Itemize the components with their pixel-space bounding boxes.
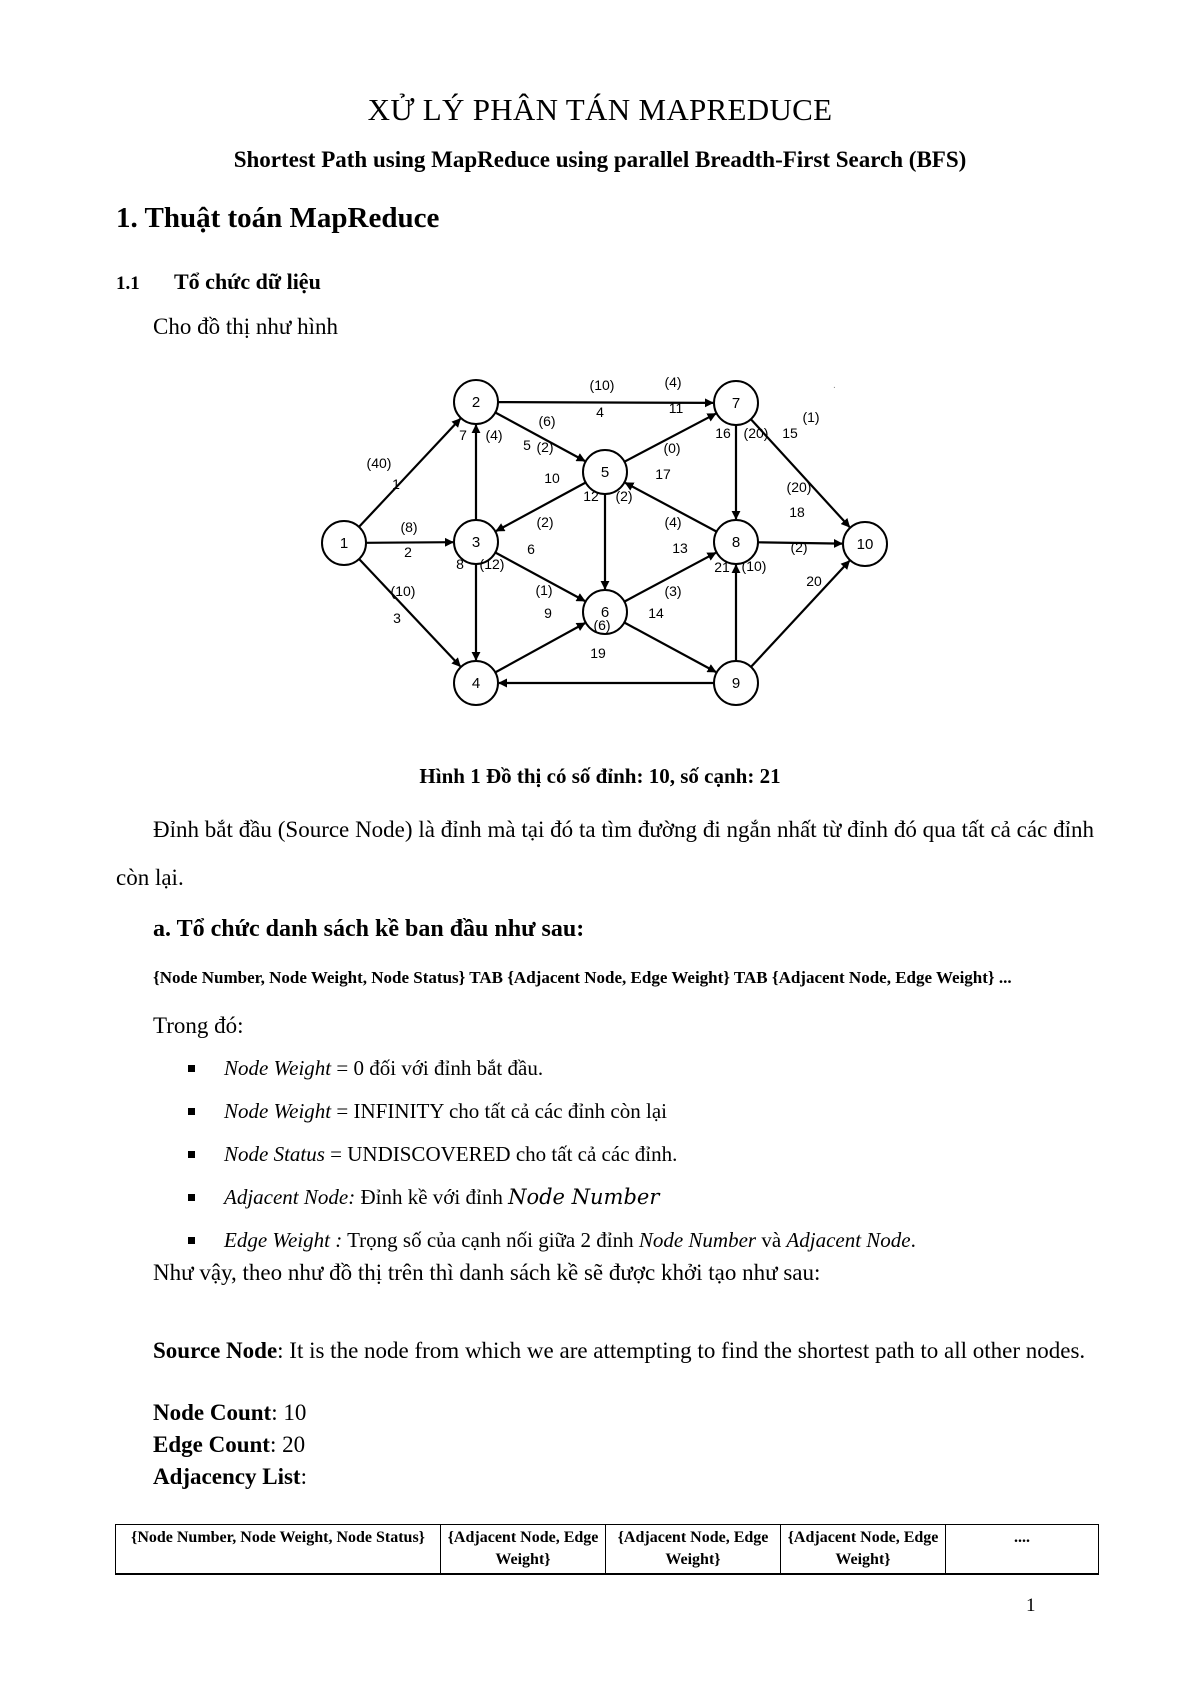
- edge-id-label: 15: [782, 425, 798, 441]
- term: Edge Weight :: [224, 1228, 343, 1252]
- node-label: 4: [471, 675, 481, 692]
- term: Adjacent Node:: [224, 1185, 356, 1209]
- edge-weight-label: (1): [802, 409, 820, 425]
- edge-id-label: 14: [648, 605, 664, 621]
- node-label: 5: [600, 464, 610, 481]
- edge-id-label: 3: [393, 610, 401, 626]
- edge-id-label: 13: [672, 540, 688, 556]
- adjacency-list-value: :: [300, 1464, 307, 1489]
- bullet-icon: [188, 1108, 195, 1115]
- edge-id-label: 5: [523, 437, 531, 453]
- graph-node-1: [322, 521, 366, 565]
- edge-id-label: 1: [392, 476, 400, 492]
- edge-count-line: [153, 1432, 305, 1458]
- definition: .: [910, 1228, 916, 1252]
- list-item: [186, 1096, 916, 1139]
- edge-id-label: 2: [404, 544, 412, 560]
- edge-weight-label: (20): [743, 425, 769, 441]
- graph-node-10: [843, 522, 887, 566]
- edge-weight-label: (6): [538, 413, 556, 429]
- graph-edge-14: [624, 623, 716, 673]
- bullet-icon: [188, 1151, 195, 1158]
- term: Node Status: [224, 1142, 325, 1166]
- section-title: Tổ chức dữ liệu: [174, 269, 321, 294]
- edge-id-label: 12: [583, 488, 599, 504]
- edge-id-label: 18: [789, 504, 805, 520]
- edge-id-label: 19: [590, 645, 606, 661]
- edge-weight-label: (8): [400, 519, 418, 535]
- term: Adjacent Node: [786, 1228, 911, 1252]
- definition: và: [756, 1228, 787, 1252]
- edge-count-value: : 20: [269, 1432, 306, 1457]
- graph-node-2: [454, 380, 498, 424]
- document-subtitle: Shortest Path using MapReduce using parallel Breadth-First Search (BFS): [233, 147, 967, 172]
- edge-id-label: 10: [544, 470, 560, 486]
- edge-weight-label: (20): [786, 479, 812, 495]
- figure-caption: Hình 1 Đồ thị có số đỉnh: 10, số cạnh: 21: [419, 764, 781, 788]
- edge-id-label: 21: [714, 559, 730, 575]
- graph-edge-9: [495, 623, 585, 672]
- node-label: 7: [731, 395, 741, 412]
- edge-weight-label: (10): [741, 558, 767, 574]
- graph-edge-2: [366, 542, 453, 543]
- list-item: [186, 1182, 916, 1225]
- summary-text: Như vậy, theo như đồ thị trên thì danh sách kề sẽ được khởi tạo như sau:: [153, 1260, 821, 1285]
- adjacency-format-line: {Node Number, Node Weight, Node Status} TAB {Adjacent Node, Edge Weight} TAB {Adjacent Node, Edge Weight} ...: [153, 968, 1012, 987]
- section-heading-1-1: [116, 269, 321, 295]
- table-header-cell: {Node Number, Node Weight, Node Status}: [116, 1525, 441, 1575]
- table-header-cell: {Adjacent Node, Edge Weight}: [606, 1525, 781, 1575]
- term: Node Number: [508, 1185, 660, 1209]
- graph-node-7: [714, 381, 758, 425]
- edge-weight-label: (2): [536, 439, 554, 455]
- edge-weight-label: (40): [366, 455, 392, 471]
- document-title: XỬ LÝ PHÂN TÁN MAPREDUCE: [367, 92, 833, 127]
- list-item: [186, 1053, 916, 1096]
- node-label: 10: [856, 536, 874, 553]
- node-label: 1: [339, 535, 349, 552]
- bullet-icon: [188, 1237, 195, 1244]
- source-node-text: : It is the node from which we are attempting to find the shortest path to all other nodes.: [277, 1338, 1086, 1363]
- source-node-paragraph: Đỉnh bắt đầu (Source Node) là đỉnh mà tại đó ta tìm đường đi ngắn nhất từ đỉnh đó qua tất cả các đỉnh còn lại.: [116, 817, 1094, 890]
- adjacency-list-label: Adjacency List: [153, 1464, 301, 1489]
- node-label: 3: [471, 534, 481, 551]
- edge-id-label: 20: [806, 573, 822, 589]
- graph-edge-20: [751, 561, 849, 667]
- subsection-a-heading: a. Tổ chức danh sách kề ban đầu như sau:: [153, 916, 585, 942]
- edge-weight-label: (4): [485, 427, 503, 443]
- edge-id-label: 9: [544, 605, 552, 621]
- node-count-label: Node Count: [153, 1400, 272, 1425]
- edge-weight-label: (6): [593, 617, 611, 633]
- adjacency-table: [115, 1524, 1099, 1575]
- node-label: 9: [731, 675, 741, 692]
- node-count-value: : 10: [271, 1400, 307, 1425]
- definition: Trọng số của cạnh nối giữa 2 đỉnh: [342, 1228, 639, 1252]
- graph-edge-1: [359, 419, 460, 527]
- source-node-definition: [153, 1335, 1093, 1367]
- graph-edges: [359, 402, 850, 683]
- node-label: 6: [600, 604, 610, 621]
- definition: = UNDISCOVERED cho tất cả các đỉnh.: [324, 1142, 678, 1166]
- table-header-cell: ....: [946, 1525, 1099, 1575]
- adjacency-list-line: [153, 1464, 307, 1490]
- bullet-icon: [188, 1065, 195, 1072]
- trong-do-label: Trong đó:: [153, 1013, 244, 1038]
- edge-weight-label: (3): [664, 583, 682, 599]
- edge-weight-label: (2): [790, 539, 808, 555]
- intro-text: Cho đồ thị như hình: [153, 314, 338, 339]
- edge-weight-label: (1): [535, 582, 553, 598]
- graph-edge-3: [359, 559, 460, 666]
- bullet-icon: [188, 1194, 195, 1201]
- edge-weight-label: (10): [390, 583, 416, 599]
- section-heading-1: 1. Thuật toán MapReduce: [116, 202, 440, 234]
- stray-dot: .: [833, 380, 836, 391]
- section-number: 1.1: [116, 273, 140, 294]
- source-node-label: Source Node: [153, 1338, 278, 1363]
- edge-weight-label: (4): [664, 514, 682, 530]
- definition: = INFINITY cho tất cả các đỉnh còn lại: [331, 1099, 667, 1123]
- definition: = 0 đối với đỉnh bắt đầu.: [331, 1056, 544, 1080]
- edge-id-label: 8: [456, 556, 464, 572]
- edge-count-label: Edge Count: [153, 1432, 270, 1457]
- graph-node-4: [454, 661, 498, 705]
- graph-node-9: [714, 661, 758, 705]
- term: Node Weight: [224, 1099, 332, 1123]
- table-header-cell: {Adjacent Node, Edge Weight}: [781, 1525, 946, 1575]
- node-count-line: [153, 1400, 306, 1426]
- edge-id-label: 16: [715, 425, 731, 441]
- definition-list: [186, 1053, 916, 1268]
- edge-id-label: 7: [459, 427, 467, 443]
- edge-id-label: 6: [527, 541, 535, 557]
- edge-id-label: 17: [655, 466, 671, 482]
- edge-id-label: 11: [668, 400, 684, 416]
- term: Node Number: [638, 1228, 757, 1252]
- edge-weight-label: (10): [589, 377, 615, 393]
- edge-weight-label: (12): [479, 556, 505, 572]
- list-item: [186, 1139, 916, 1182]
- edge-weight-label: (4): [664, 374, 682, 390]
- table-header-cell: {Adjacent Node, Edge Weight}: [441, 1525, 606, 1575]
- edge-weight-label: (0): [663, 440, 681, 456]
- node-label: 8: [731, 534, 741, 551]
- table-header-row: [116, 1525, 1099, 1575]
- page-number: 1: [1026, 1595, 1036, 1616]
- edge-weight-label: (2): [615, 488, 633, 504]
- graph-figure: [314, 360, 946, 736]
- edge-weight-label: (2): [536, 514, 554, 530]
- edge-id-label: 4: [596, 404, 604, 420]
- term: Node Weight: [224, 1056, 332, 1080]
- definition: Đỉnh kề với đỉnh: [355, 1185, 509, 1209]
- node-label: 2: [471, 394, 481, 411]
